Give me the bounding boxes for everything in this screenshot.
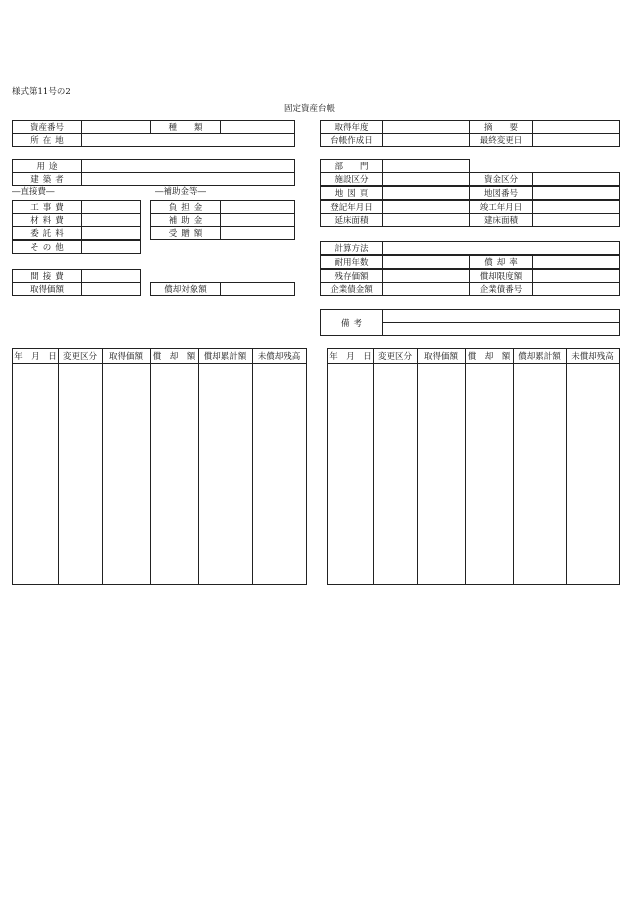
label-depreciation-limit: 償却限度額 (469, 269, 533, 283)
label-material-cost: 材料費 (12, 213, 82, 227)
form-number: 様式第11号の2 (12, 87, 71, 97)
ledger-table-right (327, 348, 620, 585)
label-completion-date: 竣工年月日 (469, 200, 533, 214)
label-bond-number: 企業債番号 (469, 282, 533, 296)
value-commission-fee (81, 226, 141, 240)
value-facility-class (382, 172, 470, 186)
label-map-number: 地図番号 (469, 186, 533, 200)
value-burden-fee (220, 200, 295, 214)
value-summary (532, 120, 620, 134)
value-completion-date (532, 200, 620, 214)
value-bond-number (532, 282, 620, 296)
label-burden-fee: 負担金 (150, 200, 221, 214)
label-map-page: 地図頁 (320, 186, 383, 200)
label-total-floor-area: 延床面積 (320, 213, 383, 227)
subsidy-heading: ―補助金等― (155, 187, 207, 197)
label-acquisition-year: 取得年度 (320, 120, 383, 134)
label-last-modified-date: 最終変更日 (469, 133, 533, 147)
ledger-right-col-balance: 未償却残高 (571, 352, 614, 362)
value-usage (81, 159, 295, 173)
value-map-page (382, 186, 470, 200)
value-building-area (532, 213, 620, 227)
value-donation-amount (220, 226, 295, 240)
label-bond-amount: 企業債金額 (320, 282, 383, 296)
value-calculation-method (382, 241, 620, 255)
label-building-area: 建床面積 (469, 213, 533, 227)
label-type: 種 類 (150, 120, 221, 134)
ledger-right-col-depreciation: 償 却 額 (467, 352, 511, 362)
label-location: 所在地 (12, 133, 82, 147)
label-other: その他 (12, 240, 82, 254)
label-residual-value: 残存価額 (320, 269, 383, 283)
label-architect: 建築者 (12, 172, 82, 186)
ledger-right-col-accumulated: 償却累計額 (518, 352, 561, 362)
label-fund-class: 資金区分 (469, 172, 533, 186)
value-type (220, 120, 295, 134)
value-useful-life (382, 255, 470, 269)
label-remarks: 備考 (320, 309, 383, 336)
value-total-floor-area (382, 213, 470, 227)
page-title: 固定資産台帳 (284, 104, 336, 114)
value-remarks-line-1 (382, 309, 620, 323)
value-location (81, 133, 295, 147)
value-last-modified-date (532, 133, 620, 147)
label-subsidy: 補助金 (150, 213, 221, 227)
value-other (81, 240, 141, 254)
value-asset-number (81, 120, 151, 134)
value-architect (81, 172, 295, 186)
label-acquisition-value: 取得価額 (12, 282, 82, 296)
label-depreciation-target: 償却対象額 (150, 282, 221, 296)
value-registration-date (382, 200, 470, 214)
value-remarks-line-2 (382, 322, 620, 336)
value-ledger-created-date (382, 133, 470, 147)
ledger-left-col-change-type: 変更区分 (62, 352, 97, 362)
label-ledger-created-date: 台帳作成日 (320, 133, 383, 147)
label-commission-fee: 委託料 (12, 226, 82, 240)
ledger-right-col-change-type: 変更区分 (377, 352, 412, 362)
value-depreciation-rate (532, 255, 620, 269)
direct-cost-heading: ―直接費― (12, 187, 55, 197)
ledger-right-col-date: 年 月 日 (329, 352, 372, 362)
label-donation-amount: 受贈額 (150, 226, 221, 240)
label-usage: 用途 (12, 159, 82, 173)
label-registration-date: 登記年月日 (320, 200, 383, 214)
ledger-left-col-accumulated: 償却累計額 (203, 352, 247, 362)
value-indirect-cost (81, 269, 141, 283)
label-facility-class: 施設区分 (320, 172, 383, 186)
label-calculation-method: 計算方法 (320, 241, 383, 255)
label-asset-number: 資産番号 (12, 120, 82, 134)
value-residual-value (382, 269, 470, 283)
value-depreciation-target (220, 282, 295, 296)
ledger-left-col-date: 年 月 日 (14, 352, 57, 362)
label-department: 部 門 (320, 159, 383, 173)
ledger-left-col-depreciation: 償 却 額 (152, 352, 196, 362)
label-summary: 摘 要 (469, 120, 533, 134)
value-bond-amount (382, 282, 470, 296)
ledger-left-col-acquisition-value: 取得価額 (108, 352, 143, 362)
label-depreciation-rate: 償却率 (469, 255, 533, 269)
value-subsidy (220, 213, 295, 227)
ledger-right-col-acquisition-value: 取得価額 (423, 352, 458, 362)
label-useful-life: 耐用年数 (320, 255, 383, 269)
label-indirect-cost: 間接費 (12, 269, 82, 283)
value-fund-class (532, 172, 620, 186)
ledger-table-left (12, 348, 307, 585)
value-material-cost (81, 213, 141, 227)
value-acquisition-year (382, 120, 470, 134)
value-depreciation-limit (532, 269, 620, 283)
value-construction-cost (81, 200, 141, 214)
value-map-number (532, 186, 620, 200)
value-department (382, 159, 470, 173)
label-construction-cost: 工事費 (12, 200, 82, 214)
ledger-left-col-balance: 未償却残高 (257, 352, 301, 362)
value-acquisition-value (81, 282, 141, 296)
